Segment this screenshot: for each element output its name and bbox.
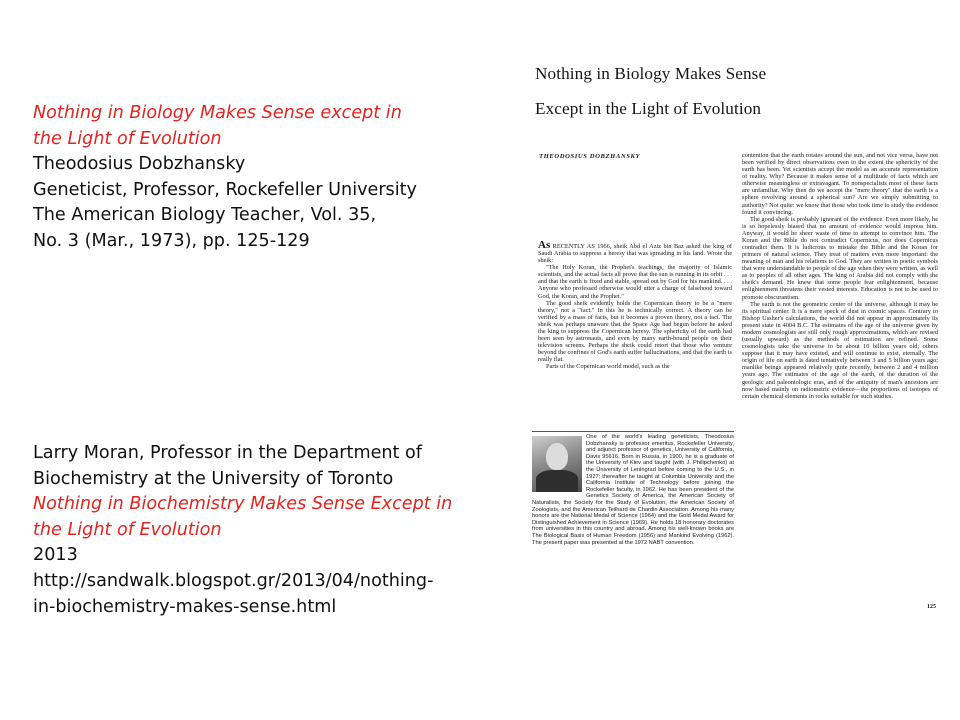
photo-head-shape [546, 443, 568, 470]
citation-moran [33, 441, 503, 620]
article-column-right [742, 152, 938, 602]
citation-author: Theodosius Dobzhansky [33, 154, 246, 175]
citation-year: 2013 [33, 545, 78, 566]
article-column-left [538, 239, 732, 371]
article-title-line: Except in the Light of Evolution [535, 99, 762, 118]
citation-url-line: in-biochemistry-makes-sense.html [33, 596, 337, 617]
article-paragraph: The earth is not the geometric center of the universe, although it may be its spiritual center. It is a mere speck of dust in cosmic spaces. Contrary to Bishop Ussher's calculations, the world did not appear in approximately its present state in 4004 B.C. The estimates of the age of the universe given by modern cosmologists are still only rough approximations, which are revised (usually upward) as the methods of estimation are refined. Some cosmologists take the universe to be about 10 billion years old; others suppose that it may have existed, and will continue to exist, eternally. The origin of life on earth is dated tentatively between 3 and 5 billion years ago; manlike beings appeared relatively quite recently, between 2 and 4 million years ago. The estimates of the age of the earth, of the duration of the geologic and paleontologic eras, and of the antiquity of man's ancestors are now based mainly on radiometric evidence—the proportions of isotopes of certain chemical elements in rocks suitable for such studies. [742, 300, 938, 400]
citation-title-line: Nothing in Biology Makes Sense except in [33, 103, 402, 123]
citation-url-line: http://sandwalk.blogspot.gr/2013/04/nothing- [33, 570, 434, 591]
article-paragraph [538, 239, 732, 265]
article-paragraph: contention that the earth rotates around the sun, and not vice versa, have not been verified by direct observations even to the extent the sphericity of the earth has been. Yet scientists accept the model as an accurate representation of reality. Why? Because it makes sense of a multitude of facts which are otherwise meaningless or extravagant. To nonspecialists most of these facts are unfamiliar. Why then do we accept the "mere theory" that the earth is a sphere revolving around a spherical sun? Are we simply submitting to authority? Not quite: we know that those who took time to study the evidence found it convincing. [742, 152, 938, 216]
author-bio-box [532, 434, 734, 610]
paragraph-text: RECENTLY AS 1966, sheik Abd el Aziz bin Baz asked the king of Saudi Arabia to suppress a heresy that was spreading in his land. Wrote the sheik: [538, 243, 732, 265]
citation-title-line: the Light of Evolution [33, 128, 222, 149]
drop-cap: As [538, 239, 551, 251]
citation-title-line: Nothing in Biochemistry Makes Sense Except in [33, 494, 453, 515]
citation-affiliation: Biochemistry at the University of Toronto [33, 468, 394, 489]
article-paragraph: Parts of the Copernican world model, such as the [546, 363, 670, 371]
author-bio-text: One of the world's leading geneticists, Theodosius Dobzhansky is professor emeritus, Rockefeller University, and adjunct professor of genetics, University of California, Davis 95616. Born in Russia, in 1900, he is a graduate of the University of Kiev and taught (with J. Philipchenko) at the University of Leningrad before coming to the U.S., in 1927; thereafter he taught at Columbia University and the California Institute of Technology before joining the Rockefeller faculty, in 1962. He has been president of the Genetics Society of America, the American Society of Naturalists, the Society for the Study of Evolution, the American Society of Zoologists, and the American Teilhard de Chardin Association. Among his many honors are the National Medal of Science (1964) and the Gold Medal Award for Distinguished Achievement in Science (1969). He holds 18 honorary doctorates from universities in this country and abroad. Among his well-known books are The Biological Basis of Human Freedom (1956) and Mankind Evolving (1962). The present paper was presented at the 1972 NABT convention. [532, 434, 734, 546]
article-quote: "The Holy Koran, the Prophet's teachings, the majority of Islamic scientists, and the actual facts all prove that the sun is running in its orbit . . . and that the earth is fixed and stable, spread out by God for his mankind. . . . Anyone who professed otherwise would utter a charge of falsehood toward God, the Koran, and the Prophet." [538, 264, 732, 300]
article-author: THEODOSIUS DOBZHANSKY [539, 153, 641, 160]
article-scan [528, 56, 948, 624]
page-number: 125 [927, 604, 936, 610]
citation-author: Larry Moran, Professor in the Department of [33, 443, 423, 463]
bio-divider [532, 431, 734, 432]
citation-journal: The American Biology Teacher, Vol. 35, [33, 205, 377, 226]
photo-shoulders-shape [536, 470, 578, 492]
citation-affiliation: Geneticist, Professor, Rockefeller University [33, 179, 417, 200]
article-paragraph: The good sheik evidently holds the Copernican theory to be a "mere theory," not a "fact." In this he is technically correct. A theory can be verified by a mass of facts, but it becomes a proven theory, not a fact. The sheik was perhaps unaware that the Space Age had begun before he asked the king to suppress the Copernican heresy. The sphericity of the earth had been seen by astronauts, and even by many earth-bound people on their television screens. Perhaps the sheik could retort that those who venture beyond the confines of God's earth suffer hallucinations, and that the earth is really flat. [538, 299, 732, 364]
author-photo [532, 436, 582, 492]
citation-dobzhansky [33, 101, 503, 255]
citation-title-line: the Light of Evolution [33, 519, 222, 540]
article-paragraph: The good sheik is probably ignorant of the evidence. Even more likely, he is so hopelessly biased that no amount of evidence would impress him. Anyway, it would be sheer waste of time to attempt to convince him. The Koran and the Bible do not contradict Copernicus, nor does Copernicus contradict them. It is ludicrous to mistake the Bible and the Koran for primers of natural science. They treat of matters even more important: the meaning of man and his relations to God. They are written in poetic symbols that were understandable to people of the age when they were written, as well as to peoples of all other ages. The king of Arabia did not comply with the sheik's demand. He knew that some people fear enlightenment, because enlightenment threatens their vested interests. Education is not to be used to promote obscurantism. [742, 215, 938, 301]
citation-issue: No. 3 (Mar., 1973), pp. 125-129 [33, 230, 310, 251]
article-title-line: Nothing in Biology Makes Sense [535, 64, 767, 83]
